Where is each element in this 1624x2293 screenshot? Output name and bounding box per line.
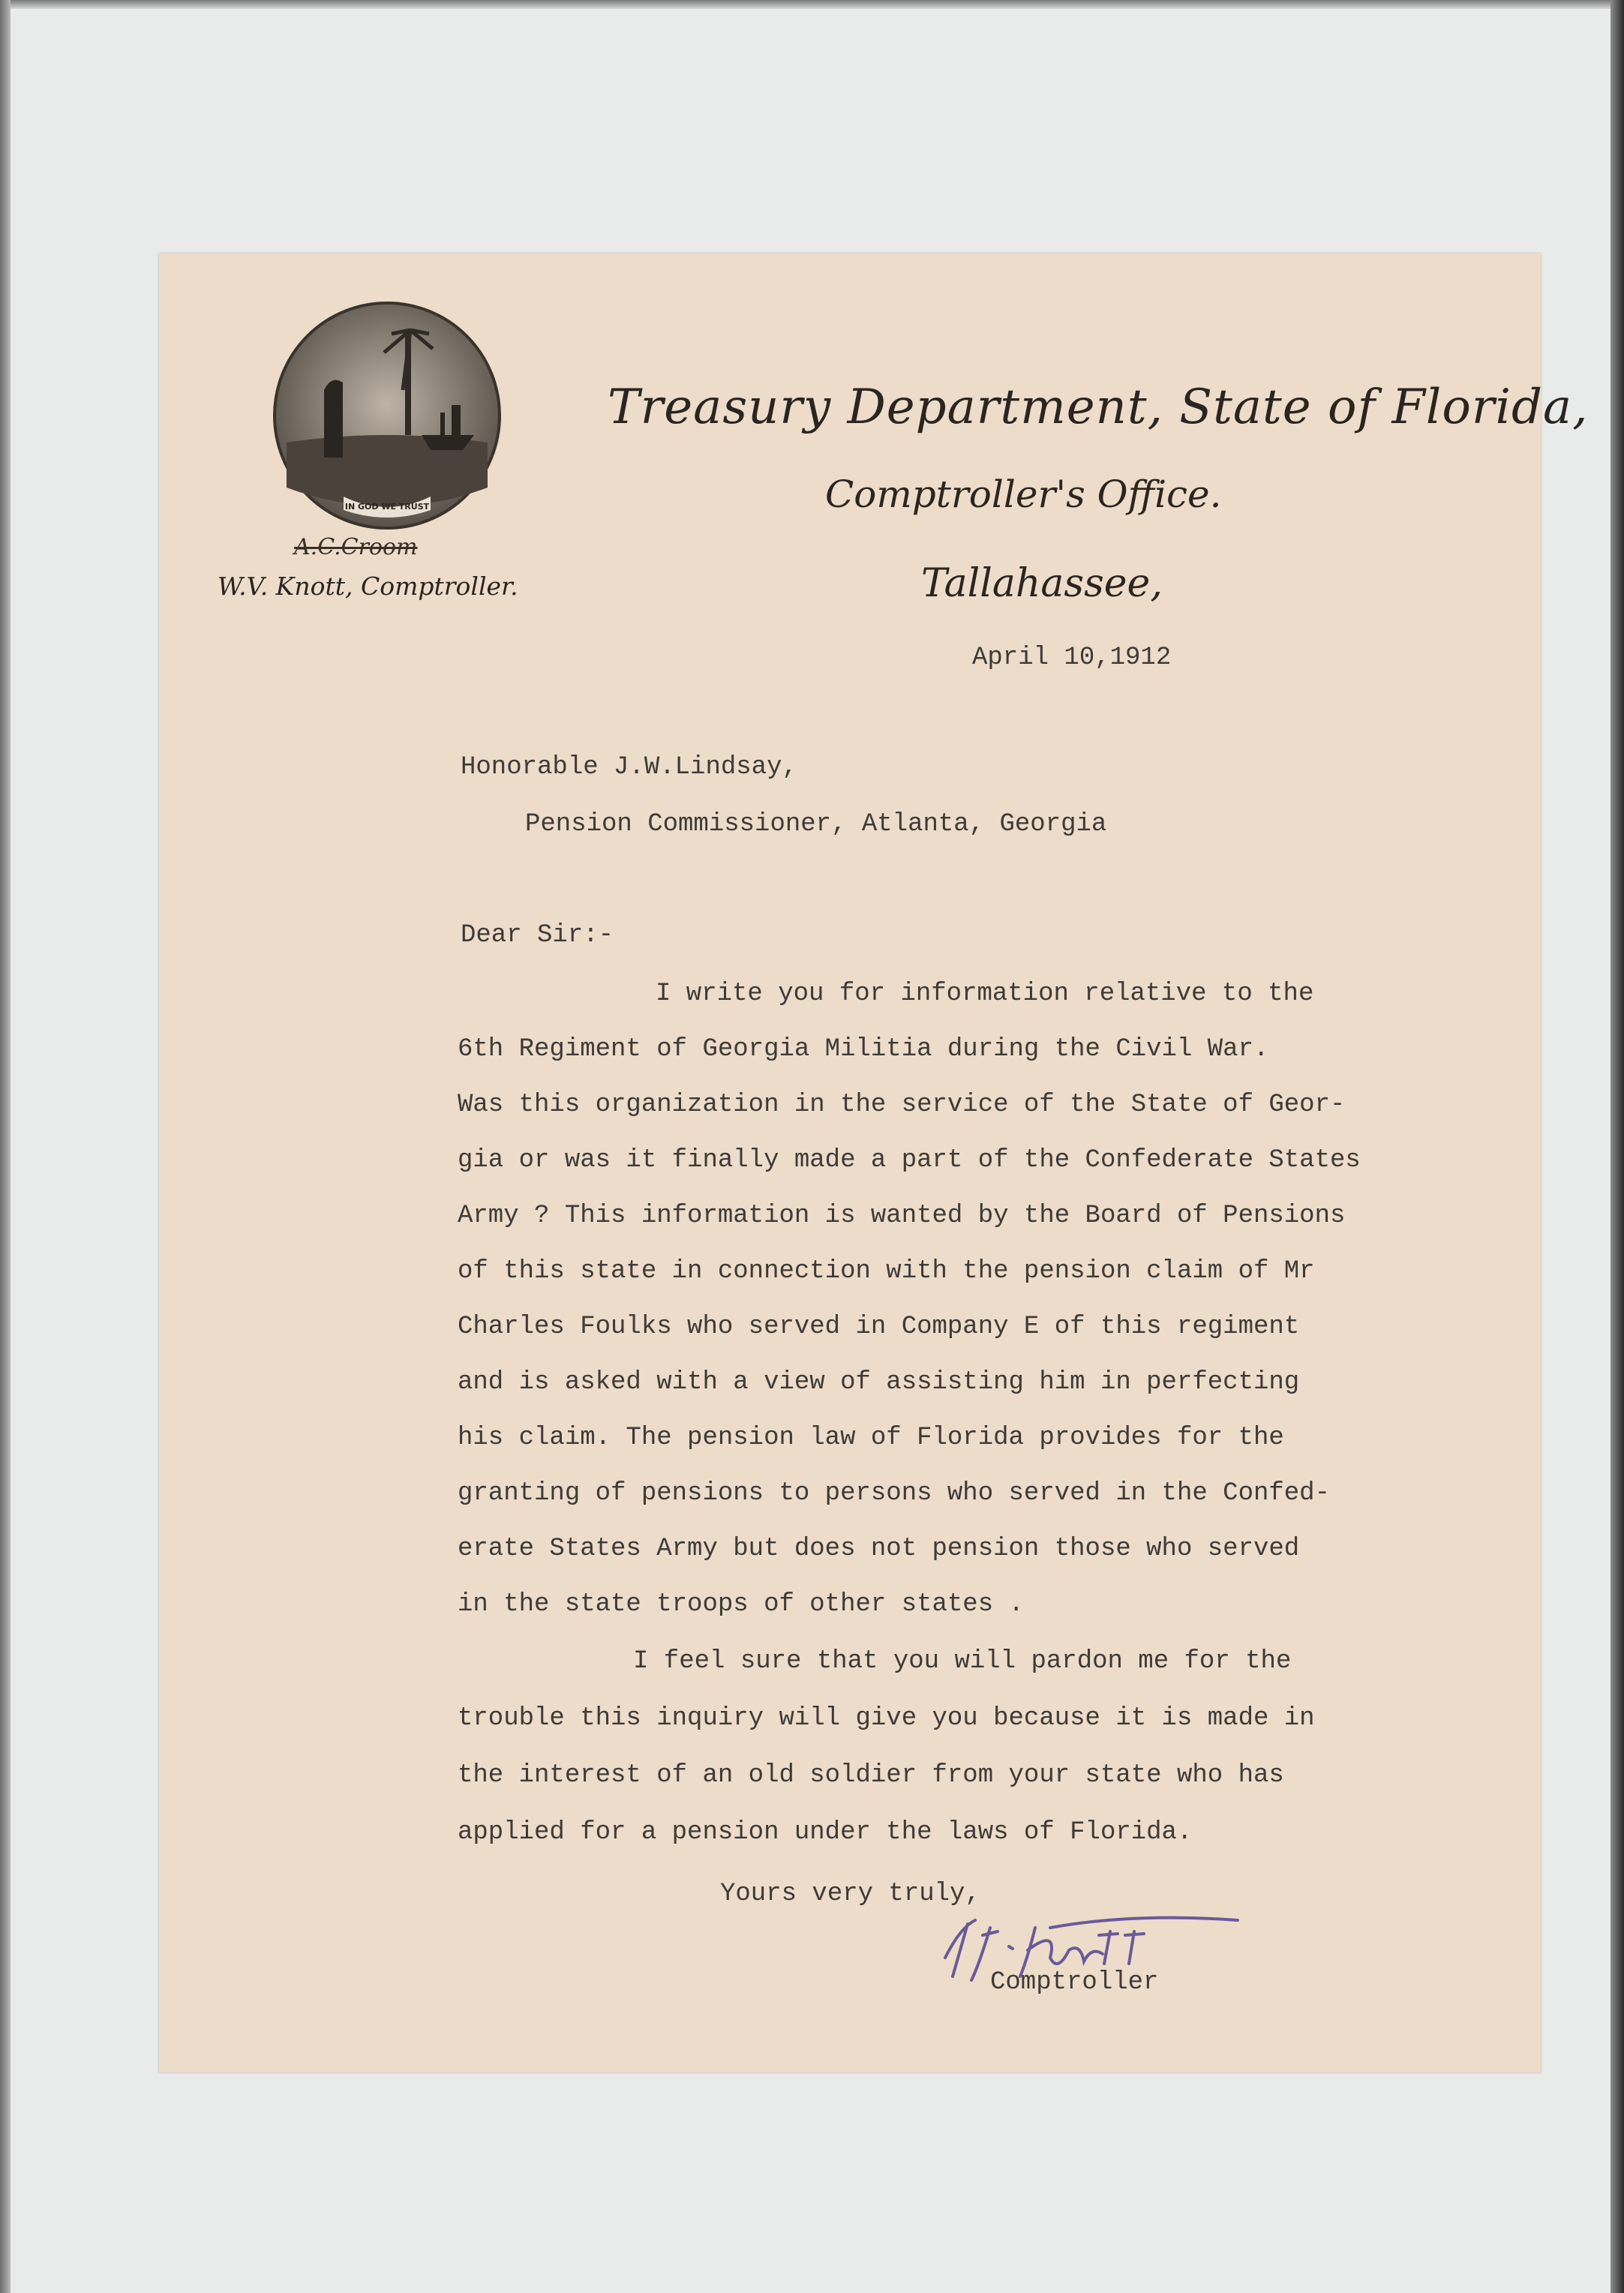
body-line: Was this organization in the service of the State of Geor- [458,1091,1346,1119]
florida-state-seal [272,300,503,531]
body-line: 6th Regiment of Georgia Militia during the Civil War. [458,1035,1269,1064]
comptroller-name: W.V. Knott, Comptroller. [218,572,518,601]
signature-title: Comptroller [990,1968,1159,1997]
body-line: I write you for information relative to the [656,980,1314,1008]
scan-border-left [0,0,11,2293]
seal-motto: IN GOD WE TRUST [344,502,430,512]
body-line: the interest of an old soldier from your state who has [458,1761,1284,1790]
body-line: Army ? This information is wanted by the Board of Pensions [458,1202,1346,1230]
body-line: of this state in connection with the pension claim of Mr [458,1257,1315,1286]
body-line: I feel sure that you will pardon me for the [633,1647,1292,1676]
letterhead-title: Treasury Department, State of Florida, [608,380,1589,435]
body-line: his claim. The pension law of Florida provides for the [458,1424,1284,1452]
closing: Yours very truly, [720,1880,980,1908]
body-line: and is asked with a view of assisting him in perfecting [458,1368,1300,1397]
body-line: Charles Foulks who served in Company E of this regiment [458,1313,1300,1341]
body-line: applied for a pension under the laws of Florida. [458,1818,1193,1847]
struck-comptroller-name: A.C.Croom [294,534,418,560]
recipient-name: Honorable J.W.Lindsay, [461,753,797,782]
body-line: erate States Army but does not pension those who served [458,1535,1300,1563]
recipient-title: Pension Commissioner, Atlanta, Georgia [525,810,1107,839]
body-line: trouble this inquiry will give you because it is made in [458,1704,1315,1733]
body-line: in the state troops of other states . [458,1590,1024,1619]
scan-border-top [0,0,1624,9]
letterhead-city: Tallahassee, [921,561,1163,606]
scan-border-right [1610,0,1624,2293]
letter-date: April 10,1912 [972,644,1172,672]
salutation: Dear Sir:- [461,921,614,950]
letterhead-office: Comptroller's Office. [825,473,1222,516]
body-line: granting of pensions to persons who served in the Confed- [458,1479,1330,1508]
body-line: gia or was it finally made a part of the Confederate States [458,1146,1361,1175]
